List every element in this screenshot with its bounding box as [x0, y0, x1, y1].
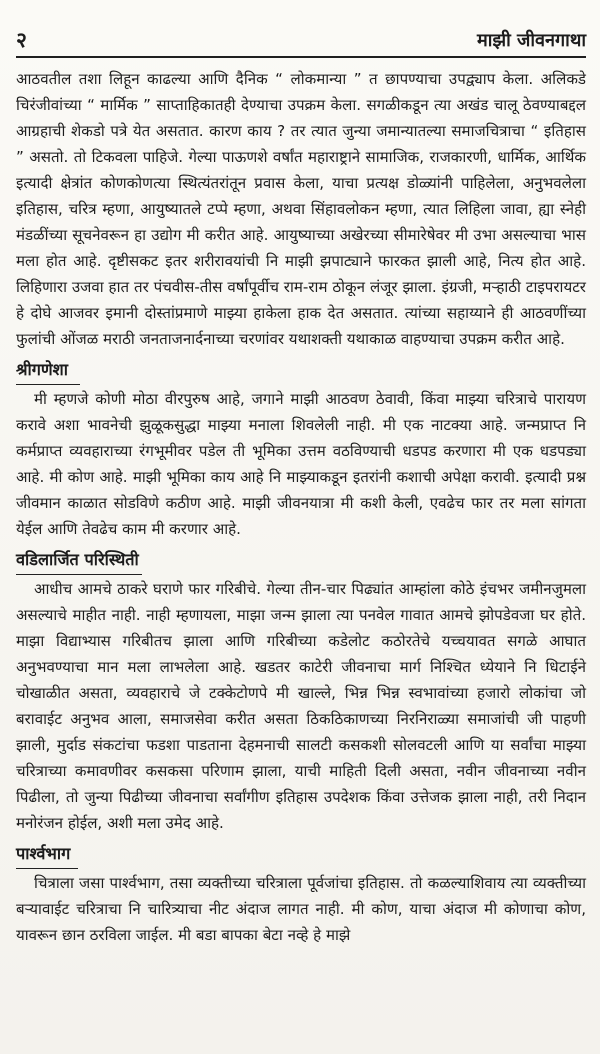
section-heading-shriganesha: श्रीगणेशा [16, 360, 68, 379]
header-rule [16, 56, 586, 58]
section-heading-underline [16, 868, 78, 870]
running-title: माझी जीवनगाथा [477, 30, 586, 51]
section-paragraph-shriganesha: मी म्हणजे कोणी मोठा वीरपुरुष आहे, जगाने माझी आठवण ठेवावी, किंवा माझ्या चरित्राचे पारायण करावे अशा भावनेची झुळूकसुद्धा माझ्या मनाला शिवलेली नाही. मी एक नाटक्या आहे. जन्मप्राप्त नि कर्मप्राप्त व्यवहाराच्या रंगभूमीवर पडेल ती भूमिका उत्तम वठविण्याची धडपड करणारा मी एक धडपड्या आहे. मी कोण आहे. माझी भूमिका काय आहे नि माझ्याकडून इतरांनी कशाची अपेक्षा करावी. इत्यादी प्रश्न जीवमान काळात सोडविणे कठीण आहे. माझी जीवनयात्रा मी कशी केली, एवढेच फार तर मला सांगता येईल आणि तेवढेच काम मी करणार आहे. [16, 390, 586, 538]
section-paragraph-vadilarjit-paristhiti: आधीच आमचे ठाकरे घराणे फार गरिबीचे. गेल्या तीन-चार पिढ्यांत आम्हांला कोठे इंचभर जमीनजुमला असल्याचे माहीत नाही. नाही म्हणायला, माझा जन्म झाला त्या पनवेल गावात आमचे झोपडेवजा घर होते. माझा विद्याभ्यास गरिबीतच झाला आणि गरिबीच्या कडेलोट कठोरतेचे यच्चयावत सगळे आघात अनुभवण्याचा मान मला लाभलेला आहे. खडतर काटेरी जीवनाचा मार्ग निश्चित ध्येयाने नि धिटाईने चोखाळीत असता, व्यवहाराचे जे टक्केटोणपे मी खाल्ले, भिन्न भिन्न स्वभावांच्या हजारो लोकांचा जो बरावाईट अनुभव आला, समाजसेवा करीत असता ठिकठिकाणच्या निरनिराळ्या समाजांची जी पाहणी झाली, मुर्दाड संकटांचा फडशा पाडताना देहमनाची सालटी कसकशी सोलवटली आणि या सर्वांचा माझ्या चरित्राच्या कमावणीवर कसकसा परिणाम झाला, याची माहिती दिली असता, नवीन जीवनाच्या नवीन पिढीला, तो जुन्या पिढीच्या जीवनाचा सर्वांगीण इतिहास उपदेशक किंवा उत्तेजक झाला नाही, तरी निदान मनोरंजन होईल, अशी मला उमेद आहे. [16, 580, 586, 832]
section-heading-parshvabhag: पार्श्वभाग [16, 844, 71, 863]
section-paragraph-parshvabhag: चित्राला जसा पार्श्वभाग, तसा व्यक्तीच्या चरित्राला पूर्वजांचा इतिहास. तो कळल्याशिवाय त्या व्यक्तीच्या बऱ्यावाईट चरित्राचा नि चारित्र्याचा नीट अंदाज लागत नाही. मी कोण, याचा अंदाज मी कोणाचा कोण, यावरून छान ठरविला जाईल. मी बडा बापका बेटा नव्हे हे माझे [16, 874, 586, 944]
section-heading-underline [16, 574, 142, 576]
opening-paragraph: आठवतील तशा लिहून काढल्या आणि दैनिक “ लोकमान्या ” त छापण्याचा उपद्व्याप केला. अलिकडे चिरंजीवांच्या “ मार्मिक ” साप्ताहिकातही देण्याचा उपक्रम केला. सगळीकडून त्या अखंड चालू ठेवण्याबद्दल आग्रहाची शेकडो पत्रे येत असतात. कारण काय ? तर त्यात जुन्या जमान्यातल्या समाजचित्राचा “ इतिहास ” असतो. तो टिकवला पाहिजे. गेल्या पाऊणशे वर्षांत महाराष्ट्राने सामाजिक, राजकारणी, धार्मिक, आर्थिक इत्यादी क्षेत्रांत कोणकोणत्या स्थित्यंतरांतून प्रवास केला, याचा प्रत्यक्ष डोळ्यांनी पाहिलेला, अनुभवलेला इतिहास, चरित्र म्हणा, आयुष्यातले टप्पे म्हणा, अथवा सिंहावलोकन म्हणा, त्यात लिहिला जावा, ह्या स्नेही मंडळींच्या सूचनेवरून हा उद्योग मी करीत आहे. आयुष्याच्या अखेरच्या सीमारेषेवर मी उभा असल्याचा भास मला होत आहे. दृष्टीसकट इतर शरीरावयांची नि माझी झपाट्याने फारकत झाली आहे, नित्य होत आहे. लिहिणारा उजवा हात तर पंचवीस-तीस वर्षांपूर्वीच राम-राम ठोकून लंजूर झाला. इंग्रजी, मऱ्हाठी टाइपरायटर हे दोघे आजवर इमानी दोस्तांप्रमाणे माझ्या हाकेला हाक देत असतात. त्यांच्या सहाय्याने ही आठवणींच्या फुलांची ओंजळ मराठी जनताजनार्दनाच्या चरणांवर यथाशक्ती यथाकाळ वाहण्याचा उपक्रम करीत आहे. [16, 70, 586, 348]
section-heading-wrap [16, 842, 586, 870]
section-parshvabhag [16, 842, 586, 948]
section-heading-vadilarjit-paristhiti: वडिलार्जित परिस्थिती [16, 550, 139, 569]
section-heading-underline [16, 384, 80, 386]
section-shriganesha [16, 358, 586, 542]
section-heading-wrap [16, 358, 586, 386]
page-header [16, 28, 586, 58]
page-content [16, 66, 586, 948]
page-number: २ [16, 28, 27, 52]
section-vadilarjit-paristhiti [16, 548, 586, 836]
section-heading-wrap [16, 548, 586, 576]
